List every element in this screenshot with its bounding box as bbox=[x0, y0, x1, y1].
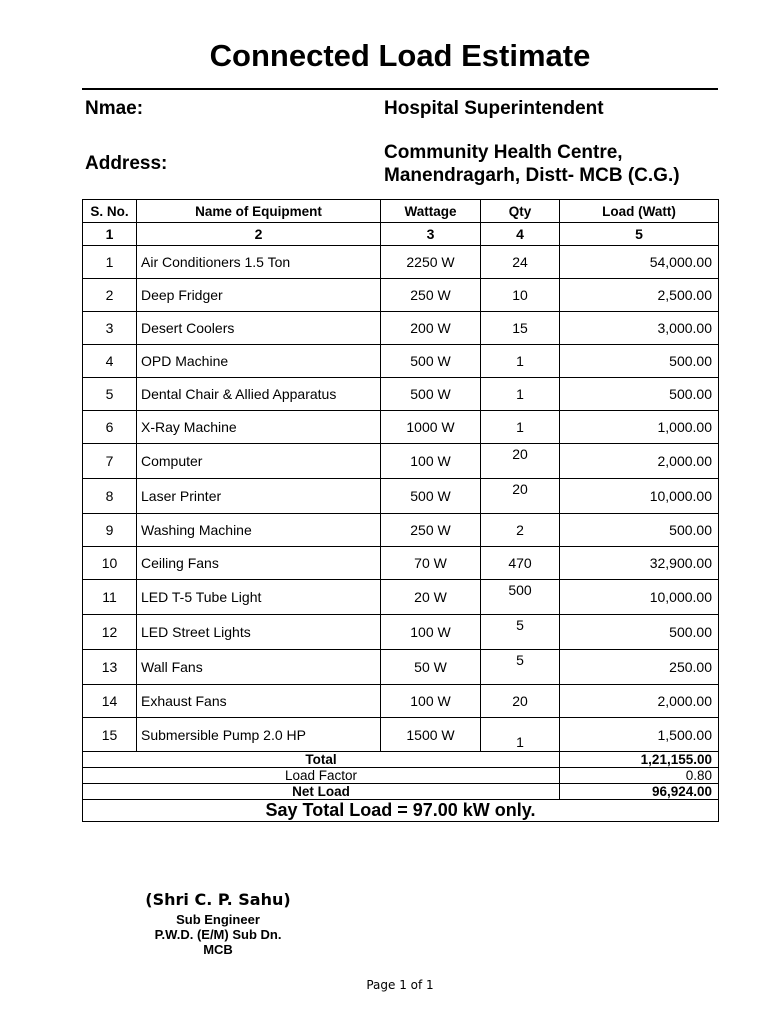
cell-equipment: Wall Fans bbox=[137, 650, 381, 685]
page-number: Page 1 of 1 bbox=[366, 978, 434, 992]
load-factor-label: Load Factor bbox=[83, 768, 560, 784]
signatory-office: P.W.D. (E/M) Sub Dn. bbox=[154, 927, 282, 942]
cell-qty: 5 bbox=[481, 615, 560, 650]
table-row bbox=[83, 615, 719, 650]
cell-load: 1,000.00 bbox=[560, 411, 719, 444]
address-line-1: Community Health Centre, bbox=[384, 142, 623, 163]
cell-sno: 5 bbox=[83, 378, 137, 411]
cell-wattage: 250 W bbox=[381, 514, 481, 547]
cell-load: 54,000.00 bbox=[560, 246, 719, 279]
cell-wattage: 500 W bbox=[381, 378, 481, 411]
table-row bbox=[83, 378, 719, 411]
table-row bbox=[83, 279, 719, 312]
table-row bbox=[83, 547, 719, 580]
cell-equipment: LED Street Lights bbox=[137, 615, 381, 650]
cell-qty: 20 bbox=[481, 479, 560, 514]
cell-wattage: 100 W bbox=[381, 685, 481, 718]
table-row bbox=[83, 411, 719, 444]
cell-load: 2,000.00 bbox=[560, 685, 719, 718]
table-header-row bbox=[83, 200, 719, 223]
cell-load: 500.00 bbox=[560, 514, 719, 547]
col-number: 1 bbox=[83, 223, 137, 246]
cell-equipment: Deep Fridger bbox=[137, 279, 381, 312]
net-load-label: Net Load bbox=[83, 784, 560, 800]
cell-sno: 11 bbox=[83, 580, 137, 615]
cell-equipment: Submersible Pump 2.0 HP bbox=[137, 718, 381, 752]
signatory-name: (Shri C. P. Sahu) bbox=[145, 890, 291, 909]
address-label: Address: bbox=[85, 153, 168, 174]
cell-wattage: 50 W bbox=[381, 650, 481, 685]
cell-qty: 470 bbox=[481, 547, 560, 580]
cell-wattage: 500 W bbox=[381, 345, 481, 378]
cell-sno: 1 bbox=[83, 246, 137, 279]
cell-load: 32,900.00 bbox=[560, 547, 719, 580]
cell-sno: 10 bbox=[83, 547, 137, 580]
cell-wattage: 200 W bbox=[381, 312, 481, 345]
cell-load: 3,000.00 bbox=[560, 312, 719, 345]
cell-wattage: 70 W bbox=[381, 547, 481, 580]
cell-sno: 7 bbox=[83, 444, 137, 479]
cell-equipment: Exhaust Fans bbox=[137, 685, 381, 718]
col-number: 4 bbox=[481, 223, 560, 246]
load-factor-value: 0.80 bbox=[560, 768, 719, 784]
net-load-value: 96,924.00 bbox=[560, 784, 719, 800]
page-title: Connected Load Estimate bbox=[209, 38, 591, 73]
cell-equipment: Ceiling Fans bbox=[137, 547, 381, 580]
say-total-row bbox=[83, 800, 719, 822]
cell-equipment: Air Conditioners 1.5 Ton bbox=[137, 246, 381, 279]
cell-equipment: Computer bbox=[137, 444, 381, 479]
header-sno: S. No. bbox=[83, 200, 137, 223]
cell-wattage: 500 W bbox=[381, 479, 481, 514]
cell-sno: 6 bbox=[83, 411, 137, 444]
table-row bbox=[83, 312, 719, 345]
cell-wattage: 1000 W bbox=[381, 411, 481, 444]
cell-equipment: X-Ray Machine bbox=[137, 411, 381, 444]
cell-wattage: 100 W bbox=[381, 444, 481, 479]
header-load: Load (Watt) bbox=[560, 200, 719, 223]
total-row bbox=[83, 752, 719, 768]
cell-load: 250.00 bbox=[560, 650, 719, 685]
load-factor-row bbox=[83, 768, 719, 784]
cell-load: 10,000.00 bbox=[560, 479, 719, 514]
cell-load: 500.00 bbox=[560, 378, 719, 411]
say-total: Say Total Load = 97.00 kW only. bbox=[83, 800, 719, 822]
table-row bbox=[83, 718, 719, 752]
cell-sno: 4 bbox=[83, 345, 137, 378]
cell-equipment: OPD Machine bbox=[137, 345, 381, 378]
signatory-designation: Sub Engineer bbox=[176, 912, 260, 927]
cell-load: 1,500.00 bbox=[560, 718, 719, 752]
table-row bbox=[83, 246, 719, 279]
net-load-row bbox=[83, 784, 719, 800]
title-divider bbox=[82, 88, 718, 90]
table-row bbox=[83, 650, 719, 685]
col-number: 3 bbox=[381, 223, 481, 246]
address-line-2: Manendragarh, Distt- MCB (C.G.) bbox=[384, 165, 680, 186]
cell-qty: 20 bbox=[481, 685, 560, 718]
table-row bbox=[83, 444, 719, 479]
total-label: Total bbox=[83, 752, 560, 768]
cell-sno: 2 bbox=[83, 279, 137, 312]
cell-load: 500.00 bbox=[560, 345, 719, 378]
cell-sno: 8 bbox=[83, 479, 137, 514]
cell-qty: 1 bbox=[481, 411, 560, 444]
cell-qty: 2 bbox=[481, 514, 560, 547]
cell-sno: 9 bbox=[83, 514, 137, 547]
cell-qty: 10 bbox=[481, 279, 560, 312]
cell-equipment: Laser Printer bbox=[137, 479, 381, 514]
column-number-row bbox=[83, 223, 719, 246]
cell-sno: 14 bbox=[83, 685, 137, 718]
col-number: 5 bbox=[560, 223, 719, 246]
cell-equipment: Desert Coolers bbox=[137, 312, 381, 345]
table-row bbox=[83, 479, 719, 514]
cell-qty: 1 bbox=[481, 378, 560, 411]
cell-equipment: Washing Machine bbox=[137, 514, 381, 547]
name-value: Hospital Superintendent bbox=[384, 98, 604, 119]
header-equipment: Name of Equipment bbox=[137, 200, 381, 223]
cell-sno: 13 bbox=[83, 650, 137, 685]
load-table bbox=[82, 199, 719, 822]
cell-load: 2,000.00 bbox=[560, 444, 719, 479]
cell-wattage: 1500 W bbox=[381, 718, 481, 752]
cell-sno: 3 bbox=[83, 312, 137, 345]
table-row bbox=[83, 580, 719, 615]
table-row bbox=[83, 685, 719, 718]
cell-wattage: 20 W bbox=[381, 580, 481, 615]
table-row bbox=[83, 345, 719, 378]
cell-wattage: 2250 W bbox=[381, 246, 481, 279]
total-value: 1,21,155.00 bbox=[560, 752, 719, 768]
cell-wattage: 250 W bbox=[381, 279, 481, 312]
cell-qty: 5 bbox=[481, 650, 560, 685]
col-number: 2 bbox=[137, 223, 381, 246]
signatory-place: MCB bbox=[203, 942, 233, 957]
cell-qty: 1 bbox=[481, 718, 560, 752]
header-wattage: Wattage bbox=[381, 200, 481, 223]
cell-qty: 1 bbox=[481, 345, 560, 378]
header-qty: Qty bbox=[481, 200, 560, 223]
cell-equipment: LED T-5 Tube Light bbox=[137, 580, 381, 615]
name-label: Nmae: bbox=[85, 98, 144, 119]
cell-qty: 15 bbox=[481, 312, 560, 345]
table-row bbox=[83, 514, 719, 547]
cell-qty: 20 bbox=[481, 444, 560, 479]
cell-sno: 15 bbox=[83, 718, 137, 752]
cell-sno: 12 bbox=[83, 615, 137, 650]
cell-wattage: 100 W bbox=[381, 615, 481, 650]
cell-qty: 24 bbox=[481, 246, 560, 279]
cell-load: 500.00 bbox=[560, 615, 719, 650]
cell-load: 2,500.00 bbox=[560, 279, 719, 312]
cell-qty: 500 bbox=[481, 580, 560, 615]
cell-equipment: Dental Chair & Allied Apparatus bbox=[137, 378, 381, 411]
cell-load: 10,000.00 bbox=[560, 580, 719, 615]
